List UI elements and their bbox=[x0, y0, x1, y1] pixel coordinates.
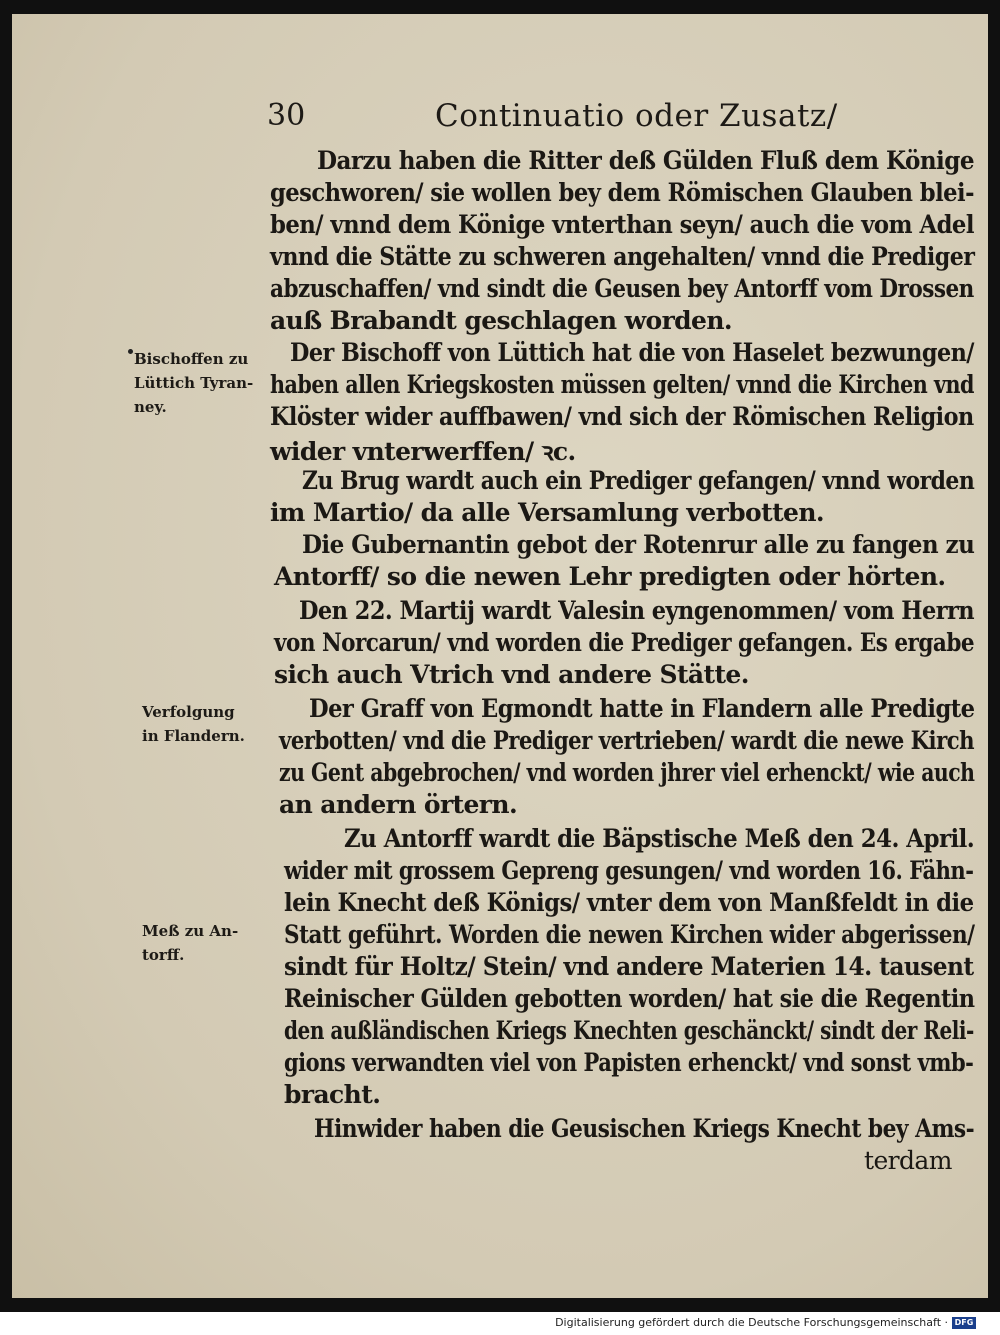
running-title: Continuatio oder Zusatz/ bbox=[435, 98, 838, 134]
marginal-note: Lüttich Tyran- bbox=[134, 374, 254, 392]
text-line: Den 22. Martij wardt Valesin eyngenommen/ vom Herrn bbox=[299, 596, 975, 625]
text-line: Hinwider haben die Geusischen Kriegs Knecht bey Ams- bbox=[314, 1114, 975, 1143]
text-line: sindt für Holtz/ Stein/ vnd andere Materien 14. tausent bbox=[284, 952, 974, 981]
text-line: sich auch Vtrich vnd andere Stätte. bbox=[274, 660, 749, 689]
marginal-note: ney. bbox=[134, 398, 167, 416]
text-line: Reinischer Gülden gebotten worden/ hat sie die Regentin bbox=[284, 984, 975, 1013]
text-line: gions verwandten viel von Papisten erhenckt/ vnd sonst vmb- bbox=[284, 1048, 974, 1077]
footer-text: Digitalisierung gefördert durch die Deutsche Forschungsgemeinschaft · bbox=[555, 1316, 948, 1329]
text-line: Klöster wider auffbawen/ vnd sich der Römischen Religion bbox=[270, 402, 974, 431]
text-line: Zu Antorff wardt die Bäpstische Meß den 24. April. bbox=[344, 824, 975, 853]
text-line: wider mit grossem Gepreng gesungen/ vnd worden 16. Fähn- bbox=[284, 856, 974, 885]
text-line: haben allen Kriegskosten müssen gelten/ vnnd die Kirchen vnd bbox=[270, 370, 974, 399]
marginal-note: Verfolgung bbox=[142, 703, 235, 721]
text-line: Antorff/ so die newen Lehr predigten oder hörten. bbox=[274, 562, 946, 591]
catchword: terdam bbox=[864, 1146, 952, 1175]
digitization-footer bbox=[555, 1316, 976, 1329]
text-line: lein Knecht deß Königs/ vnter dem von Manßfeldt in die bbox=[284, 888, 974, 917]
page-number: 30 bbox=[267, 98, 306, 133]
text-line: auß Brabandt geschlagen worden. bbox=[270, 306, 733, 335]
text-line: bracht. bbox=[284, 1080, 381, 1109]
text-line: von Norcarun/ vnd worden die Prediger gefangen. Es ergabe bbox=[274, 628, 975, 657]
text-line: verbotten/ vnd die Prediger vertrieben/ wardt die newe Kirch bbox=[279, 726, 975, 755]
marginal-note: Bischoffen zu bbox=[134, 350, 249, 368]
text-line: den außländischen Kriegs Knechten geschänckt/ sindt der Reli- bbox=[284, 1016, 974, 1045]
marginal-note: torff. bbox=[142, 946, 185, 964]
dfg-logo-icon: DFG bbox=[952, 1317, 976, 1329]
page-header bbox=[12, 98, 988, 142]
text-line: Der Graff von Egmondt hatte in Flandern alle Predigte bbox=[309, 694, 975, 723]
marginal-note: in Flandern. bbox=[142, 727, 245, 745]
text-line: abzuschaffen/ vnd sindt die Geusen bey Antorff vom Drossen bbox=[270, 274, 974, 303]
text-line: an andern örtern. bbox=[279, 790, 518, 819]
text-line: wider vnterwerffen/ ꝛc. bbox=[270, 437, 576, 466]
text-line: geschworen/ sie wollen bey dem Römischen Glauben blei- bbox=[270, 178, 974, 207]
text-line: Zu Brug wardt auch ein Prediger gefangen/ vnnd worden bbox=[302, 466, 975, 495]
text-line: Die Gubernantin gebot der Rotenrur alle zu fangen zu bbox=[302, 530, 975, 559]
text-line: Darzu haben die Ritter deß Gülden Fluß dem Könige bbox=[317, 146, 975, 175]
marginal-bullet bbox=[128, 349, 133, 354]
marginal-note: Meß zu An- bbox=[142, 922, 239, 940]
book-page bbox=[12, 14, 988, 1298]
text-line: im Martio/ da alle Versamlung verbotten. bbox=[270, 498, 825, 527]
text-line: Statt geführt. Worden die newen Kirchen wider abgerissen/ bbox=[284, 920, 975, 949]
text-line: vnnd die Stätte zu schweren angehalten/ vnnd die Prediger bbox=[270, 242, 975, 271]
text-line: zu Gent abgebrochen/ vnd worden jhrer viel erhenckt/ wie auch bbox=[279, 758, 975, 787]
text-line: ben/ vnnd dem Könige vnterthan seyn/ auch die vom Adel bbox=[270, 210, 974, 239]
text-line: Der Bischoff von Lüttich hat die von Haselet bezwungen/ bbox=[290, 338, 974, 367]
